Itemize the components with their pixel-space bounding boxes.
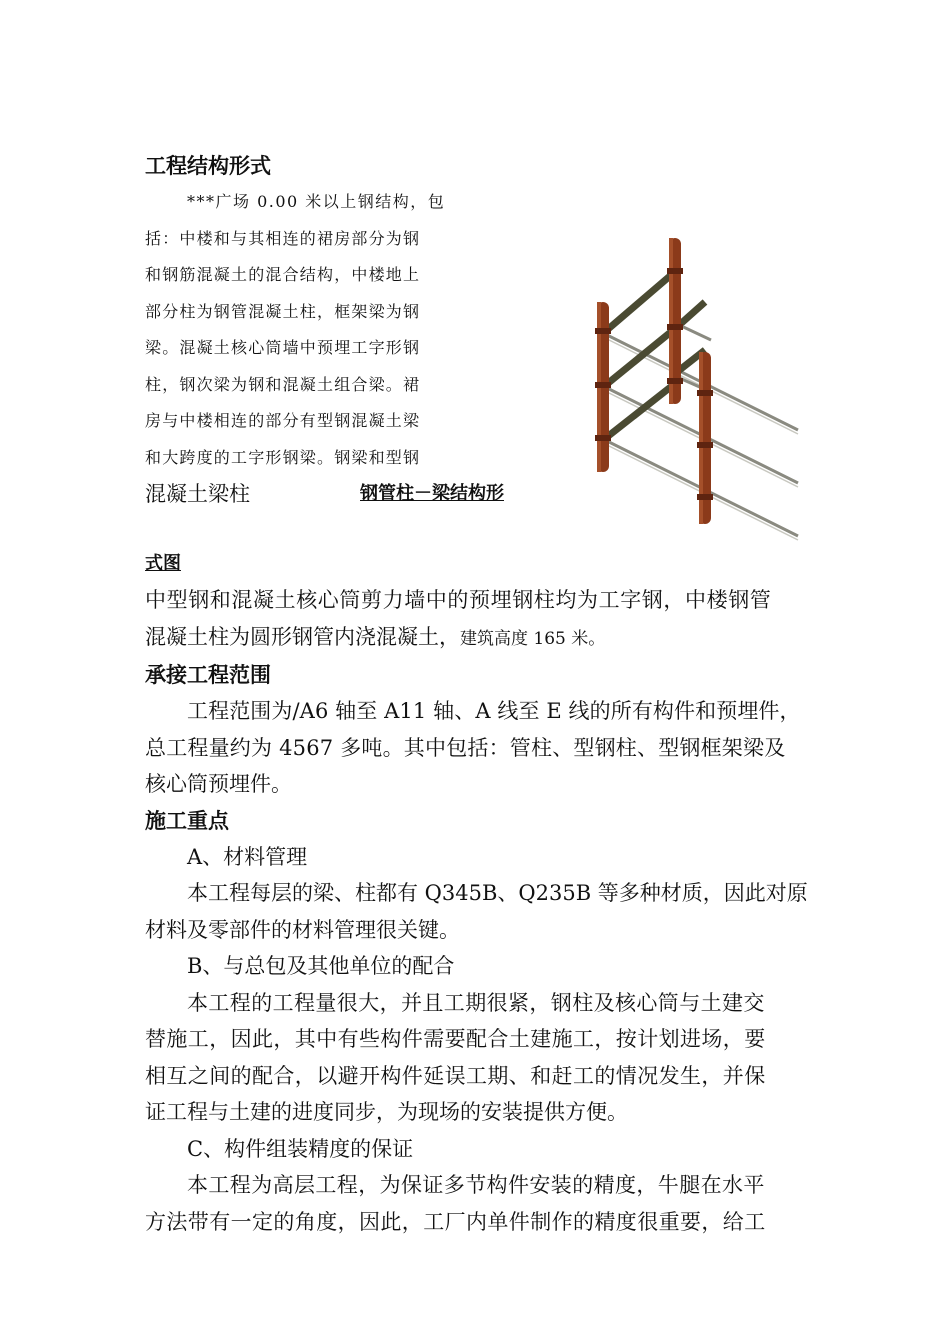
text-line: 中型钢和混凝土核心筒剪力墙中的预埋钢柱均为工字钢，中楼钢管 xyxy=(145,588,772,612)
subsection-title-a: A、材料管理 xyxy=(187,844,308,869)
column-middle xyxy=(667,238,683,404)
text-line: 替施工，因此，其中有些构件需要配合土建施工，按计划进场，要 xyxy=(145,1027,766,1051)
text-line: 括：中楼和与其相连的裙房部分为钢 xyxy=(145,228,421,248)
section-title-structure: 工程结构形式 xyxy=(145,153,271,178)
text-line: 柱，钢次梁为钢和混凝土组合梁。裙 xyxy=(145,374,421,394)
text-line-with-caption xyxy=(145,476,517,513)
text-line: 本工程为高层工程，为保证多节构件安装的精度，牛腿在水平 xyxy=(187,1173,765,1197)
document-page xyxy=(145,148,810,1240)
beam xyxy=(607,270,677,330)
section-title-key-points: 施工重点 xyxy=(145,807,229,833)
text-fragment: 混凝土柱为圆形钢管内浇混凝土， xyxy=(145,624,460,649)
subsection-title-b: B、与总包及其他单位的配合 xyxy=(187,954,455,978)
figure-caption-continued: 式图 xyxy=(145,553,181,574)
text-line: 工程范围为/A6 轴至 A11 轴、A 线至 E 线的所有构件和预埋件， xyxy=(187,699,801,723)
text-line: 证工程与土建的进度同步，为现场的安装提供方便。 xyxy=(145,1100,628,1124)
text-line: 相互之间的配合，以避开构件延误工期、和赶工的情况发生，并保 xyxy=(145,1063,766,1088)
figure-caption: 钢管柱－梁结构形 xyxy=(360,483,504,504)
structure-paragraph xyxy=(145,184,517,513)
steel-frame-figure xyxy=(593,232,813,544)
beam xyxy=(607,327,677,384)
text-line: 混凝土梁柱 xyxy=(145,482,250,506)
text-line: 和大跨度的工字形钢梁。钢梁和型钢 xyxy=(145,447,421,467)
text-line: 梁。混凝土核心筒墙中预埋工字形钢 xyxy=(145,338,421,357)
subsection-title-c: C、构件组装精度的保证 xyxy=(187,1136,414,1161)
text-fragment: 建筑高度 165 米。 xyxy=(460,628,606,649)
text-line: 本工程每层的梁、柱都有 Q345B、Q235B 等多种材质，因此对原 xyxy=(187,881,808,905)
text-line: 材料及零部件的材料管理很关键。 xyxy=(145,917,460,942)
column-left xyxy=(595,302,611,472)
column-right xyxy=(697,352,713,524)
text-line: 总工程量约为 4567 多吨。其中包括：管柱、型钢柱、型钢框架梁及 xyxy=(145,735,786,760)
text-line xyxy=(145,619,810,656)
beam xyxy=(607,382,677,437)
section-title-scope: 承接工程范围 xyxy=(145,662,271,687)
text-line: 部分柱为钢管混凝土柱，框架梁为钢 xyxy=(145,301,421,321)
text-line: 核心筒预埋件。 xyxy=(145,772,292,796)
structure-intro xyxy=(145,184,810,546)
text-line: 房与中楼相连的部分有型钢混凝土梁 xyxy=(145,411,421,430)
beam xyxy=(677,302,705,327)
text-line: 方法带有一定的角度，因此，工厂内单件制作的精度很重要，给工 xyxy=(145,1209,766,1234)
text-line: 和钢筋混凝土的混合结构，中楼地上 xyxy=(145,265,421,284)
text-line: 本工程的工程量很大，并且工期很紧，钢柱及核心筒与土建交 xyxy=(187,990,765,1015)
text-line: ***广场 0.00 米以上钢结构，包 xyxy=(187,192,446,211)
